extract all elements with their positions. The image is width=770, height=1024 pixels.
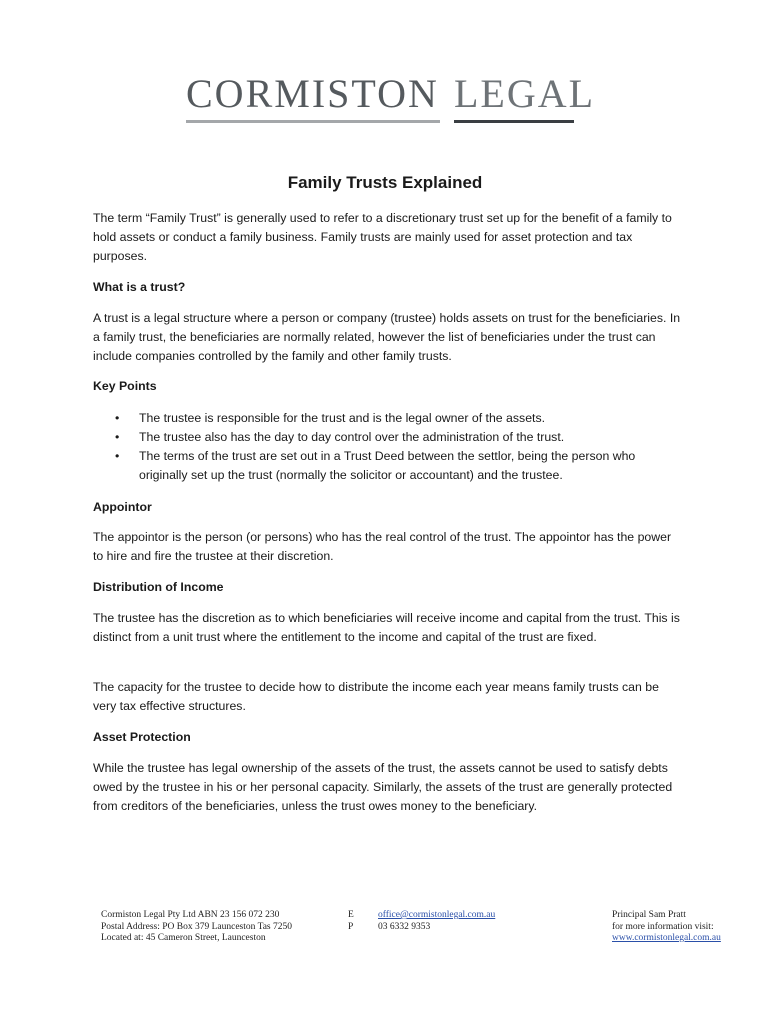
list-item — [93, 428, 683, 447]
document-title: Family Trusts Explained — [287, 173, 483, 192]
heading-appointor: Appointor — [93, 500, 152, 514]
heading-distribution-of-income: Distribution of Income — [93, 580, 224, 594]
what-is-a-trust-paragraph: A trust is a legal structure where a person or company (trustee) holds assets on trust for the beneficiaries. In a family trust, the beneficiaries are normally related, however the list of beneficiaries under the trust can include companies controlled by the family and other family trusts. — [93, 311, 681, 363]
intro-paragraph: The term “Family Trust” is generally used to refer to a discretionary trust set up for the benefit of a family to hold assets or conduct a family business. Family trusts are mainly used for asset protection and tax purposes. — [93, 211, 672, 263]
logo-word-cormiston: CORMISTON — [186, 71, 439, 116]
footer-phone: 03 6332 9353 — [378, 921, 431, 932]
list-item — [93, 409, 683, 428]
footer-principal-details — [612, 910, 721, 945]
asset-protection-paragraph: While the trustee has legal ownership of the assets of the trust, the assets cannot be used to satisfy debts owed by the trustee in his or her personal capacity. Similarly, the assets of the trust are generally protected from creditors of the beneficiaries, unless the trust owes money to the beneficiary. — [93, 761, 673, 813]
company-logo — [186, 71, 596, 126]
footer-phone-label: P — [348, 921, 354, 932]
key-points-list — [93, 409, 683, 485]
footer-company-details — [101, 910, 292, 945]
list-item — [93, 447, 683, 485]
footer-postal-address: Postal Address: PO Box 379 Launceston Tas 7250 — [101, 921, 293, 932]
footer-more-info: for more information visit: — [612, 921, 714, 932]
heading-what-is-a-trust: What is a trust? — [93, 280, 186, 294]
footer-location: Located at: 45 Cameron Street, Launceston — [101, 933, 266, 943]
footer-website-link[interactable]: www.cormistonlegal.com.au — [612, 933, 721, 943]
list-item-text: The trustee also has the day to day control over the administration of the trust. — [139, 430, 565, 444]
list-item-text: The trustee is responsible for the trust and is the legal owner of the assets. — [139, 411, 546, 425]
footer-company: Cormiston Legal Pty Ltd ABN 23 156 072 230 — [101, 910, 280, 920]
distribution-paragraph-2: The capacity for the trustee to decide how to distribute the income each year means family trusts can be very tax effective structures. — [93, 680, 659, 713]
logo-underline-dark — [454, 120, 574, 123]
logo-underline-light — [186, 120, 440, 123]
list-item-text: The terms of the trust are set out in a Trust Deed between the settlor, being the person who originally set up the trust (normally the solicitor or accountant) and the trustee. — [139, 449, 636, 482]
heading-key-points: Key Points — [93, 379, 157, 393]
bullet-icon: • — [115, 411, 120, 425]
logo-word-legal: LEGAL — [454, 71, 596, 116]
footer-principal: Principal Sam Pratt — [612, 910, 686, 920]
distribution-paragraph-1: The trustee has the discretion as to which beneficiaries will receive income and capital from the trust. This is distinct from a unit trust where the entitlement to the income and capital of the trust are fixed. — [93, 611, 680, 644]
footer-email-label: E — [348, 910, 354, 920]
footer-email-link[interactable]: office@cormistonlegal.com.au — [378, 910, 496, 920]
bullet-icon: • — [115, 430, 120, 444]
appointor-paragraph: The appointor is the person (or persons) who has the real control of the trust. The appointor has the power to hire and fire the trustee at their discretion. — [93, 530, 672, 563]
heading-asset-protection: Asset Protection — [93, 730, 191, 744]
footer-contact-values — [378, 910, 495, 933]
footer-contact-labels — [348, 910, 354, 933]
bullet-icon: • — [115, 449, 120, 463]
